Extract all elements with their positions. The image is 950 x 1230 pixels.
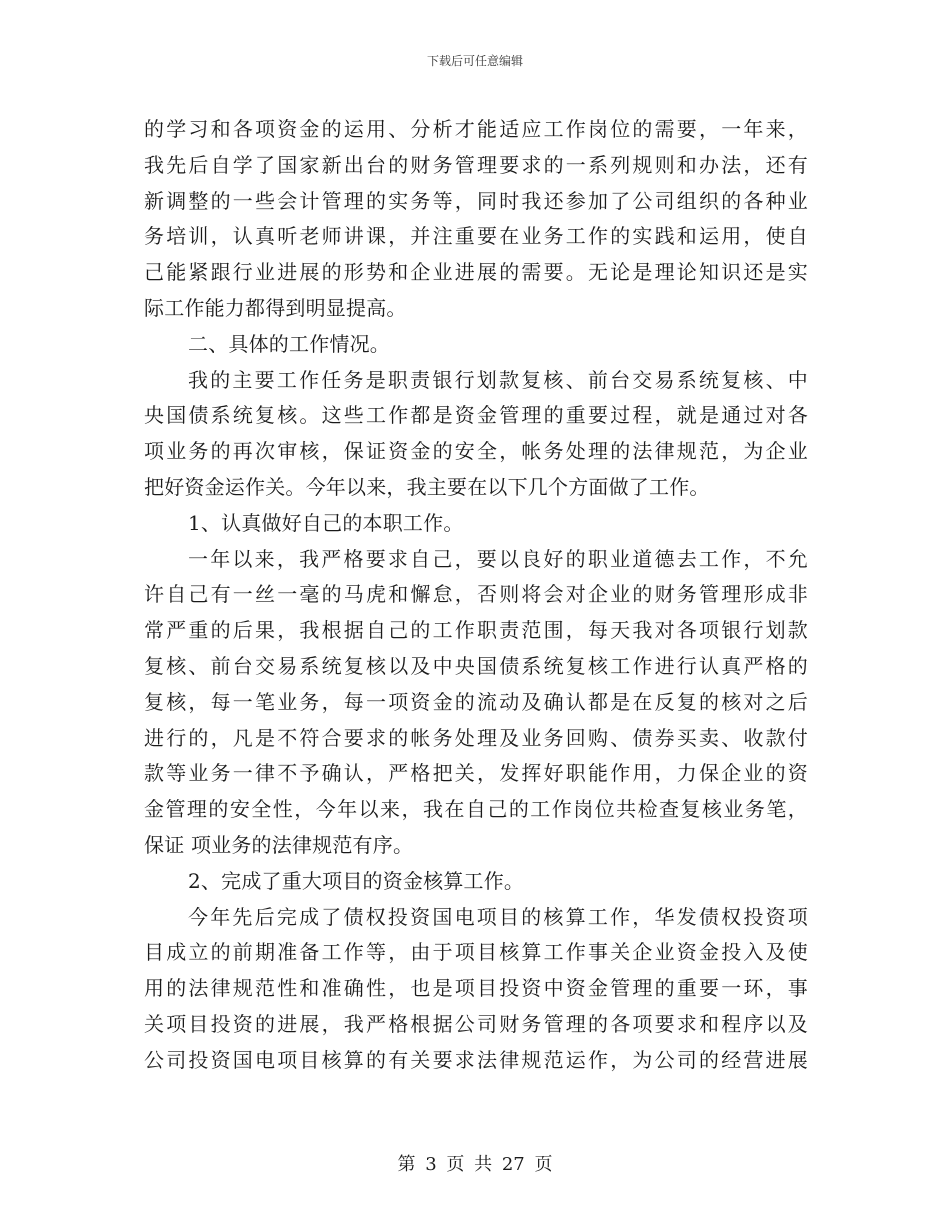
text-line: 常严重的后果，我根据自己的工作职责范围，每天我对各项银行划款 bbox=[144, 618, 808, 643]
subsection-heading: 2、完成了重大项目的资金核算工作。 bbox=[188, 868, 525, 893]
text-line: 央国债系统复核。这些工作都是资金管理的重要过程，就是通过对各 bbox=[144, 403, 808, 428]
text-line: 款等业务一律不予确认，严格把关，发挥好职能作用，力保企业的资 bbox=[144, 761, 808, 786]
page-number: 第 3 页 共 27 页 bbox=[397, 1154, 553, 1175]
text-line: 复核，每一笔业务，每一项资金的流动及确认都是在反复的核对之后 bbox=[144, 689, 808, 714]
section-heading: 二、具体的工作情况。 bbox=[188, 331, 390, 356]
text-line: 进行的，凡是不符合要求的帐务处理及业务回购、债券买卖、收款付 bbox=[144, 725, 808, 750]
text-line: 今年先后完成了债权投资国电项目的核算工作，华发债权投资项 bbox=[188, 904, 808, 929]
text-line: 务培训，认真听老师讲课，并注重要在业务工作的实践和运用，使自 bbox=[144, 224, 808, 249]
text-line: 用的法律规范性和准确性，也是项目投资中资金管理的重要一环，事 bbox=[144, 976, 808, 1001]
page-header: 下载后可任意编辑 bbox=[426, 54, 523, 68]
text-line: 把好资金运作关。今年以来，我主要在以下几个方面做了工作。 bbox=[144, 474, 710, 499]
text-line: 己能紧跟行业进展的形势和企业进展的需要。无论是理论知识还是实 bbox=[144, 260, 808, 285]
text-line: 许自己有一丝一毫的马虎和懈怠，否则将会对企业的财务管理形成非 bbox=[144, 582, 808, 607]
document-body bbox=[144, 112, 808, 1079]
text-line: 公司投资国电项目核算的有关要求法律规范运作，为公司的经营进展 bbox=[144, 1047, 808, 1072]
subsection-heading: 1、认真做好自己的本职工作。 bbox=[188, 510, 464, 535]
text-line: 我先后自学了国家新出台的财务管理要求的一系列规则和办法，还有 bbox=[144, 152, 808, 177]
text-line: 保证 项业务的法律规范有序。 bbox=[144, 832, 414, 857]
text-line: 我的主要工作任务是职责银行划款复核、前台交易系统复核、中 bbox=[188, 367, 808, 392]
text-line: 新调整的一些会计管理的实务等，同时我还参加了公司组织的各种业 bbox=[144, 188, 808, 213]
text-line: 项业务的再次审核，保证资金的安全，帐务处理的法律规范，为企业 bbox=[144, 439, 808, 464]
text-line: 的学习和各项资金的运用、分析才能适应工作岗位的需要，一年来， bbox=[144, 117, 808, 141]
text-line: 一年以来，我严格要求自己，要以良好的职业道德去工作，不允 bbox=[188, 546, 808, 571]
text-line: 目成立的前期准备工作等，由于项目核算工作事关企业资金投入及使 bbox=[144, 940, 808, 965]
text-line: 关项目投资的进展，我严格根据公司财务管理的各项要求和程序以及 bbox=[144, 1011, 808, 1036]
text-line: 复核、前台交易系统复核以及中央国债系统复核工作进行认真严格的 bbox=[144, 653, 808, 678]
text-line: 金管理的安全性，今年以来，我在自己的工作岗位共检查复核业务笔， bbox=[144, 797, 808, 822]
text-line: 际工作能力都得到明显提高。 bbox=[144, 295, 407, 320]
